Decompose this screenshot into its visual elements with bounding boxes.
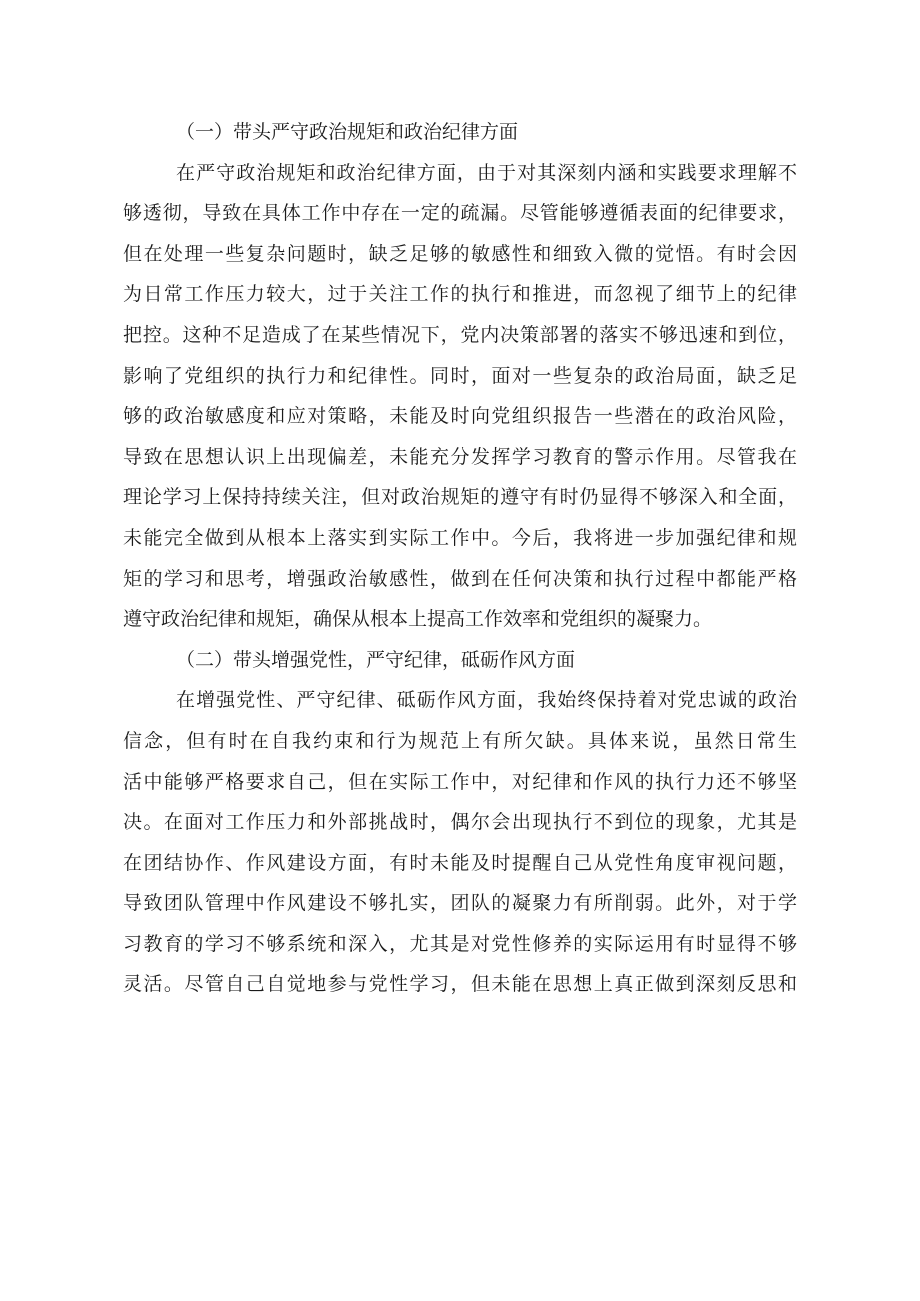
section-2-heading: （二）带头增强党性，严守纪律，砥砺作风方面: [176, 648, 576, 671]
paragraph-line: 导致团队管理中作风建设不够扎实，团队的凝聚力有所削弱。此外，对于学: [123, 892, 797, 915]
paragraph-line: 活中能够严格要求自己，但在实际工作中，对纪律和作风的执行力还不够坚: [123, 770, 797, 793]
paragraph-line: 未能完全做到从根本上落实到实际工作中。今后，我将进一步加强纪律和规: [123, 526, 797, 549]
paragraph-line: 理论学习上保持持续关注，但对政治规矩的遵守有时仍显得不够深入和全面，: [123, 486, 797, 509]
section-1-paragraph: [123, 153, 797, 640]
section-1-heading: （一）带头严守政治规矩和政治纪律方面: [176, 121, 519, 143]
paragraph-line: 习教育的学习不够系统和深入，尤其是对党性修养的实际运用有时显得不够: [123, 932, 797, 955]
paragraph-line: 在增强党性、严守纪律、砥砺作风方面，我始终保持着对党忠诚的政治: [176, 689, 797, 712]
document-body: [123, 112, 797, 1005]
section-2-paragraph: [123, 680, 797, 1005]
paragraph-line: 灵活。尽管自己自觉地参与党性学习，但未能在思想上真正做到深刻反思和: [123, 973, 797, 996]
paragraph-line: 把控。这种不足造成了在某些情况下，党内决策部署的落实不够迅速和到位，: [123, 323, 797, 346]
paragraph-line: 信念，但有时在自我约束和行为规范上有所欠缺。具体来说，虽然日常生: [123, 729, 797, 752]
paragraph-line: 够的政治敏感度和应对策略，未能及时向党组织报告一些潜在的政治风险，: [123, 405, 797, 428]
paragraph-line: 导致在思想认识上出现偏差，未能充分发挥学习教育的警示作用。尽管我在: [123, 445, 797, 468]
paragraph-line: 矩的学习和思考，增强政治敏感性，做到在任何决策和执行过程中都能严格: [123, 567, 797, 590]
paragraph-line: 但在处理一些复杂问题时，缺乏足够的敏感性和细致入微的觉悟。有时会因: [123, 242, 797, 265]
paragraph-line: 够透彻，导致在具体工作中存在一定的疏漏。尽管能够遵循表面的纪律要求，: [123, 202, 797, 225]
paragraph-line: 为日常工作压力较大，过于关注工作的执行和推进，而忽视了细节上的纪律: [123, 283, 797, 306]
paragraph-line: 遵守政治纪律和规矩，确保从根本上提高工作效率和党组织的凝聚力。: [123, 608, 713, 631]
paragraph-line: 在团结协作、作风建设方面，有时未能及时提醒自己从党性角度审视问题，: [123, 851, 797, 874]
paragraph-line: 影响了党组织的执行力和纪律性。同时，面对一些复杂的政治局面，缺乏足: [123, 364, 797, 387]
paragraph-line: 在严守政治规矩和政治纪律方面，由于对其深刻内涵和实践要求理解不: [176, 161, 797, 184]
paragraph-line: 决。在面对工作压力和外部挑战时，偶尔会出现执行不到位的现象，尤其是: [123, 811, 797, 834]
